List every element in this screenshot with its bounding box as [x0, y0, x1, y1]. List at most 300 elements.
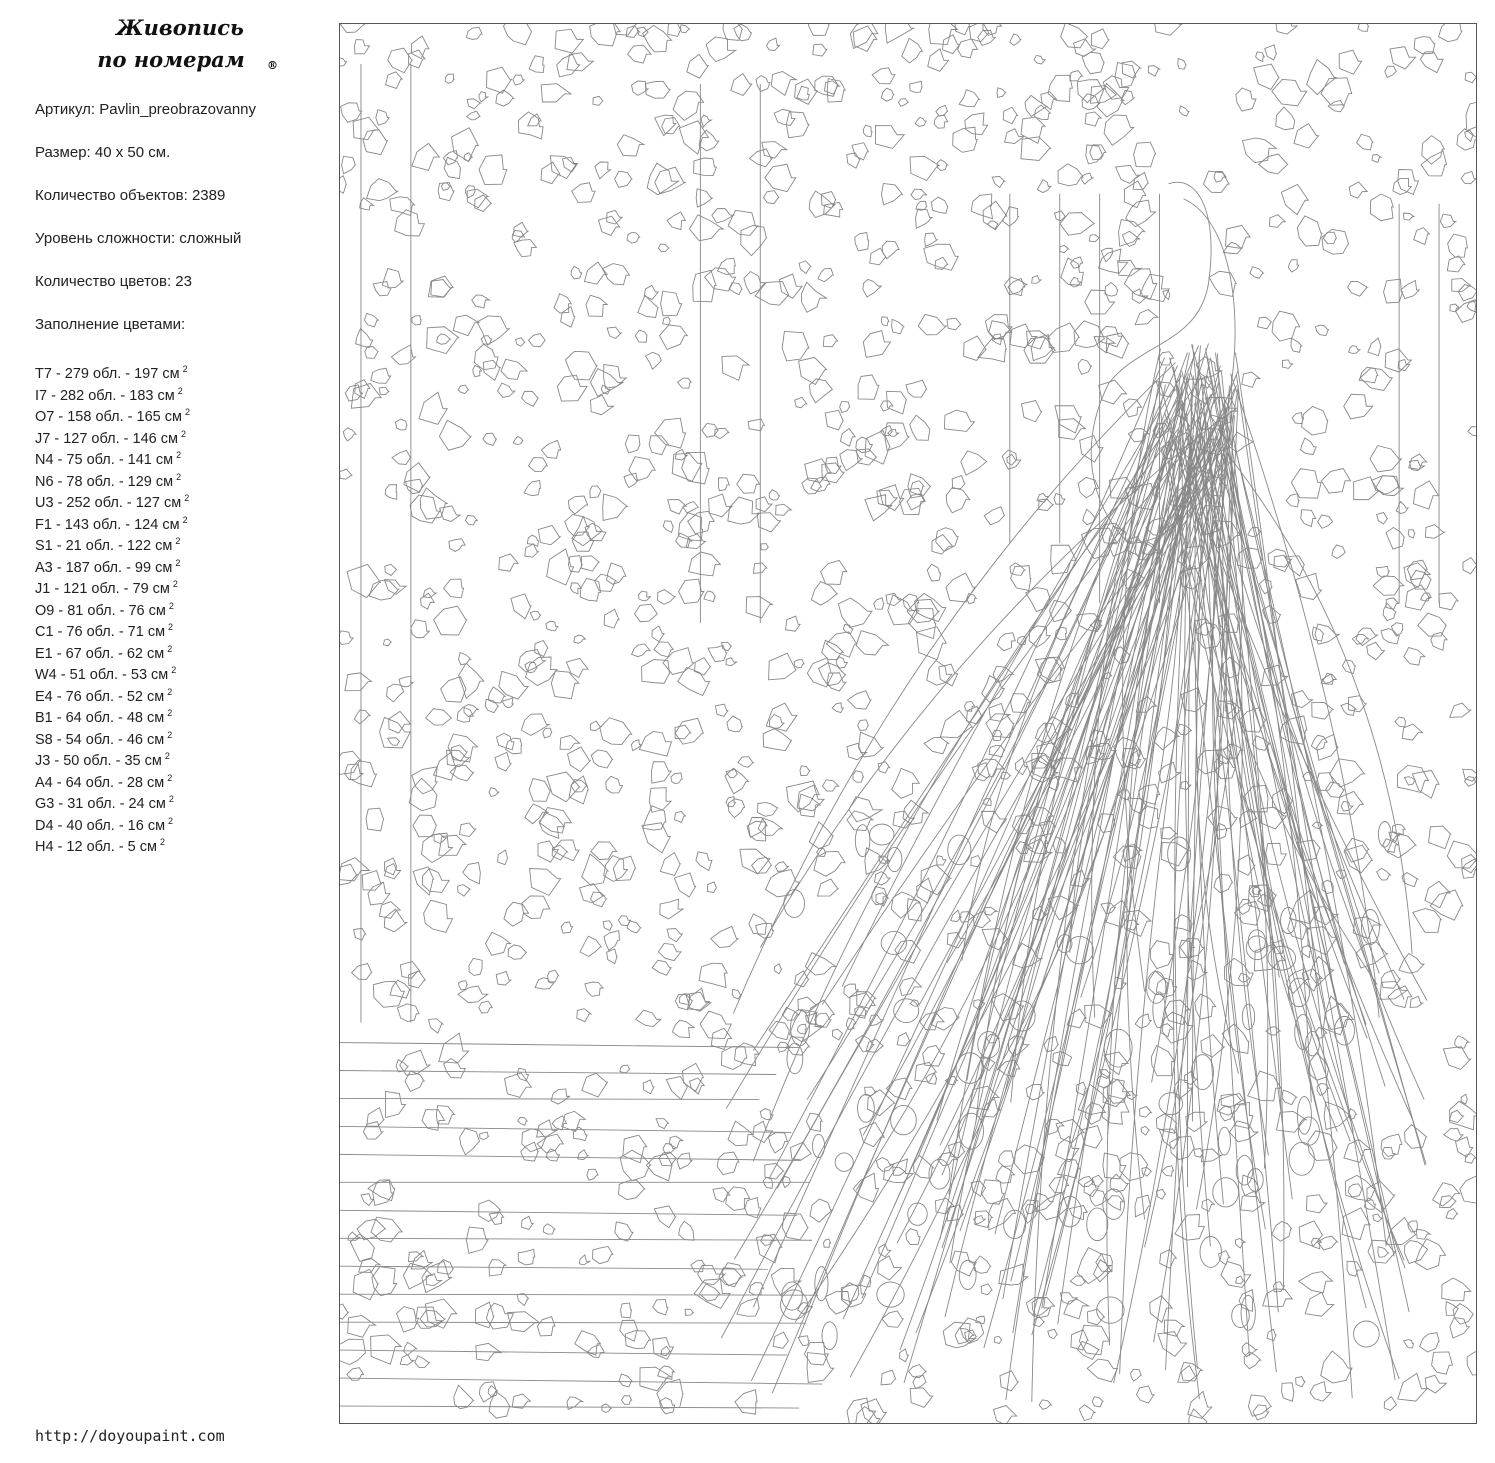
color-fill-text: N6 - 78 обл. - 129 см: [35, 473, 174, 490]
feather-eye: [813, 1134, 825, 1157]
leaf-outline: [467, 99, 480, 109]
color-fill-text: S8 - 54 обл. - 46 см: [35, 731, 165, 748]
leaf-outline: [1383, 603, 1395, 620]
leaf-outline: [1368, 338, 1381, 356]
leaf-outline: [1282, 1090, 1297, 1105]
leaf-outline: [749, 914, 767, 934]
leaf-outline: [1318, 515, 1333, 528]
leaf-outline: [1026, 1084, 1044, 1099]
leaf-outline: [1422, 136, 1444, 164]
leaf-outline: [916, 201, 927, 210]
leaf-outline: [1404, 777, 1415, 785]
leaf-outline: [658, 1366, 675, 1379]
leaf-outline: [376, 110, 389, 125]
leaf-outline: [371, 368, 391, 383]
leaf-outline: [521, 1216, 533, 1229]
leaf-outline: [585, 982, 603, 996]
leaf-outline: [798, 1336, 809, 1346]
leaf-outline: [573, 1127, 587, 1141]
color-fill-item: [35, 617, 190, 639]
leaf-outline: [879, 485, 903, 511]
leaf-outline: [577, 1009, 591, 1022]
leaf-outline: [580, 936, 601, 956]
leaf-outline: [572, 532, 593, 551]
leaf-outline: [364, 313, 378, 326]
leaf-outline: [469, 958, 482, 975]
leaf-outline: [1274, 1282, 1285, 1292]
feather-eye: [822, 1322, 837, 1350]
leaf-outline: [547, 772, 580, 802]
leaf-outline: [1011, 566, 1031, 591]
leaf-outline: [543, 728, 552, 738]
leaf-outline: [437, 334, 451, 344]
leaf-outline: [1323, 232, 1336, 243]
leaf-outline: [984, 907, 997, 915]
leaf-outline: [863, 125, 872, 137]
leaf-outline: [380, 717, 411, 747]
leaf-outline: [795, 79, 818, 104]
leaf-outline: [1348, 696, 1366, 712]
leaf-outline: [464, 153, 472, 162]
leaf-outline: [599, 216, 620, 235]
color-fill-unit-exponent: 2: [159, 837, 165, 847]
leaf-outline: [693, 270, 716, 301]
leaf-outline: [354, 710, 370, 724]
leaf-outline: [717, 258, 735, 274]
leaf-outline: [1390, 47, 1416, 69]
leaf-outline: [551, 1089, 569, 1104]
difficulty-label: Уровень сложности: сложный: [35, 230, 242, 247]
leaf-outline: [1317, 1236, 1337, 1250]
leaf-outline: [769, 1021, 789, 1039]
leaf-outline: [786, 112, 809, 138]
leaf-outline: [1311, 1238, 1321, 1248]
leaf-outline: [496, 971, 511, 985]
leaf-outline: [1410, 996, 1422, 1007]
leaf-outline: [404, 1342, 417, 1355]
leaf-outline: [1439, 24, 1462, 42]
leaf-outline: [1403, 213, 1414, 220]
leaf-outline: [825, 1291, 851, 1314]
leaf-outline: [557, 375, 587, 401]
leaf-outline: [668, 24, 681, 36]
leaf-outline: [1370, 194, 1393, 221]
leaf-outline: [705, 268, 736, 291]
leaf-outline: [811, 582, 837, 606]
leaf-outline: [467, 111, 480, 120]
leaf-outline: [591, 750, 612, 768]
leaf-outline: [527, 535, 538, 546]
leaf-outline: [472, 295, 490, 308]
leaf-outline: [524, 481, 540, 496]
leaf-outline: [1425, 525, 1444, 539]
leaf-outline: [356, 328, 373, 347]
leaf-outline: [348, 1315, 376, 1337]
color-fill-item: [35, 402, 190, 424]
leaf-outline: [924, 244, 959, 270]
leaf-outline: [870, 248, 886, 265]
color-fill-item: [35, 445, 190, 467]
leaf-outline: [1305, 1292, 1334, 1316]
leaf-outline: [649, 436, 669, 455]
leaf-outline: [837, 657, 848, 668]
leaf-outline: [555, 29, 583, 53]
leaf-outline: [1214, 171, 1226, 181]
leaf-outline: [1418, 613, 1446, 636]
leaf-outline: [1175, 1214, 1204, 1240]
leaf-outline: [367, 179, 398, 201]
color-fill-text: A4 - 64 обл. - 28 см: [35, 774, 165, 791]
leaf-outline: [1446, 1209, 1457, 1219]
website-link[interactable]: http://doyoupaint.com: [35, 1427, 225, 1445]
leaf-outline: [992, 176, 1005, 187]
product-info: [35, 99, 256, 357]
leaf-outline: [439, 1033, 469, 1063]
color-fill-item: [35, 574, 190, 596]
leaf-outline: [1450, 703, 1471, 717]
leaf-outline: [790, 1142, 811, 1160]
color-fill-unit-exponent: 2: [172, 579, 178, 589]
leaf-outline: [1382, 1147, 1395, 1159]
leaf-outline: [607, 327, 621, 338]
leaf-outline: [1349, 182, 1367, 198]
leaf-outline: [1064, 1299, 1089, 1319]
leaf-outline: [910, 156, 939, 180]
leaf-outline: [1302, 406, 1328, 435]
leaf-outline: [352, 964, 372, 980]
leaf-outline: [762, 142, 787, 159]
leaf-outline: [444, 1059, 466, 1078]
leaf-outline: [513, 222, 528, 236]
leaf-outline: [554, 294, 571, 313]
leaf-outline: [1272, 311, 1300, 341]
leaf-outline: [1296, 1377, 1305, 1387]
leaf-outline: [388, 738, 400, 745]
leaf-outline: [779, 274, 802, 298]
leaf-outline: [517, 1068, 528, 1081]
feather-eye: [1218, 1127, 1230, 1155]
color-fill-unit-exponent: 2: [167, 708, 173, 718]
leaf-outline: [434, 833, 446, 843]
leaf-outline: [825, 457, 841, 473]
leaf-outline: [1116, 165, 1139, 183]
leaf-outline: [1034, 55, 1045, 63]
leaf-outline: [807, 1353, 834, 1383]
leaf-outline: [1291, 338, 1302, 352]
leaf-outline: [420, 1310, 445, 1327]
leaf-outline: [1037, 657, 1064, 683]
leaf-outline: [936, 105, 948, 116]
leaf-outline: [1135, 309, 1158, 324]
leaf-outline: [1276, 107, 1295, 130]
leaf-outline: [1282, 1383, 1294, 1401]
leaf-outline: [847, 153, 860, 168]
leaf-outline: [858, 720, 869, 731]
leaf-outline: [496, 90, 514, 106]
leaf-outline: [568, 496, 587, 514]
leaf-outline: [1447, 256, 1465, 272]
leaf-outline: [574, 635, 585, 643]
leaf-outline: [715, 704, 727, 716]
leaf-outline: [910, 481, 924, 495]
leaf-outline: [366, 808, 384, 831]
leaf-outline: [516, 338, 525, 346]
leaf-outline: [567, 747, 590, 772]
leaf-outline: [474, 344, 498, 369]
leaf-outline: [513, 75, 524, 85]
leaf-outline: [1450, 304, 1459, 312]
leaf-outline: [530, 868, 561, 895]
leaf-outline: [1465, 1154, 1476, 1163]
leaf-outline: [1412, 770, 1439, 798]
leaf-outline: [389, 711, 411, 733]
leaf-outline: [734, 24, 752, 41]
leaf-outline: [683, 502, 698, 513]
leaf-outline: [1376, 566, 1389, 577]
leaf-outline: [582, 854, 608, 885]
leaf-outline: [343, 428, 356, 441]
leaf-outline: [1467, 1348, 1476, 1376]
leaf-outline: [1209, 271, 1236, 296]
feather-eye: [858, 1094, 875, 1122]
leaf-outline: [673, 91, 703, 120]
leaf-outline: [429, 1019, 443, 1033]
leaf-outline: [638, 295, 658, 317]
color-fill-unit-exponent: 2: [167, 772, 173, 783]
leaf-outline: [1082, 173, 1093, 184]
leaf-outline: [822, 780, 838, 791]
leaf-outline: [797, 86, 810, 100]
leaf-outline: [345, 673, 372, 691]
leaf-outline: [863, 279, 881, 297]
leaf-outline: [578, 1150, 589, 1160]
leaf-outline: [438, 182, 454, 200]
leaf-outline: [1310, 1382, 1331, 1402]
leaf-outline: [663, 521, 673, 533]
leaf-outline: [737, 474, 760, 493]
leaf-outline: [396, 1060, 408, 1072]
leaf-outline: [893, 1167, 905, 1175]
leaf-outline: [511, 594, 531, 619]
color-fill-unit-exponent: 2: [168, 794, 174, 804]
leaf-outline: [1321, 1351, 1352, 1383]
leaf-outline: [1439, 593, 1458, 610]
leaf-outline: [584, 262, 607, 284]
leaf-outline: [660, 853, 680, 876]
leaf-outline: [661, 1346, 671, 1355]
leaf-outline: [529, 779, 550, 802]
leaf-outline: [1306, 1195, 1327, 1213]
leaf-outline: [655, 115, 676, 135]
leaf-outline: [385, 564, 397, 575]
leaf-outline: [479, 155, 507, 185]
leaf-outline: [1463, 769, 1476, 781]
leaf-outline: [1425, 881, 1450, 907]
leaf-outline: [775, 862, 788, 872]
leaf-outline: [426, 1274, 441, 1286]
leaf-outline: [663, 1143, 675, 1154]
leaf-outline: [882, 241, 899, 258]
leaf-outline: [1272, 1221, 1292, 1241]
leaf-outline: [541, 84, 571, 102]
leaf-outline: [983, 201, 1007, 229]
leaf-outline: [517, 1293, 528, 1305]
leaf-outline: [415, 1356, 430, 1368]
leaf-outline: [989, 1198, 1016, 1230]
leaf-outline: [424, 900, 453, 932]
leaf-outline: [747, 821, 766, 841]
outline-group: [340, 24, 1476, 1423]
leaf-outline: [732, 989, 741, 998]
leaf-outline: [656, 1119, 668, 1129]
leaf-outline: [512, 1394, 530, 1408]
leaf-outline: [571, 266, 581, 279]
leaf-outline: [729, 283, 742, 295]
leaf-outline: [1092, 1397, 1103, 1407]
leaf-outline: [582, 1073, 608, 1097]
leaf-outline: [485, 932, 510, 955]
leaf-outline: [1150, 941, 1173, 969]
leaf-outline: [1154, 24, 1182, 35]
leaf-outline: [606, 776, 623, 793]
column-outline: [1010, 194, 1060, 544]
leaf-outline: [522, 391, 539, 406]
leaf-outline: [1036, 1192, 1067, 1219]
leaf-outline: [1448, 234, 1468, 257]
leaf-outline: [1461, 1094, 1467, 1104]
leaf-outline: [717, 1152, 739, 1175]
leaf-outline: [1344, 394, 1373, 419]
leaf-outline: [1401, 281, 1420, 299]
leaf-outline: [1242, 372, 1260, 387]
leaf-outline: [964, 336, 986, 360]
leaf-outline: [1070, 1276, 1086, 1285]
leaf-outline: [1151, 1046, 1174, 1076]
color-fill-text: N4 - 75 обл. - 141 см: [35, 452, 174, 468]
leaf-outline: [604, 609, 619, 628]
leaf-outline: [499, 554, 518, 571]
leaf-outline: [902, 38, 923, 63]
leaf-outline: [978, 30, 996, 45]
color-fill-item: [35, 682, 190, 704]
leaf-outline: [444, 157, 460, 178]
leaf-outline: [1328, 100, 1344, 111]
leaf-outline: [853, 1173, 878, 1202]
feather-eye: [1097, 1297, 1124, 1323]
leaf-outline: [1221, 1261, 1251, 1287]
feather-eye: [1236, 1155, 1253, 1185]
leaf-outline: [801, 282, 826, 312]
step-line: [340, 1406, 799, 1408]
color-fill-unit-exponent: 2: [184, 493, 190, 503]
color-fill-item: [35, 359, 190, 381]
color-fill-unit-exponent: 2: [175, 536, 181, 546]
leaf-outline: [340, 24, 364, 32]
color-fill-unit-exponent: 2: [168, 815, 174, 826]
leaf-outline: [567, 1397, 583, 1409]
leaf-outline: [341, 103, 362, 122]
leaf-outline: [1398, 359, 1409, 370]
leaf-outline: [1332, 545, 1345, 558]
feather-eye: [1242, 1004, 1254, 1029]
leaf-outline: [1458, 285, 1476, 301]
leaf-outline: [1079, 1405, 1095, 1421]
color-fill-unit-exponent: 2: [167, 729, 173, 740]
leaf-outline: [1136, 1386, 1153, 1403]
brand-title-line2: по номерам: [97, 47, 245, 72]
leaf-outline: [1455, 1036, 1469, 1048]
leaf-outline: [560, 735, 580, 749]
leaf-outline: [706, 37, 736, 62]
color-fill-unit-exponent: 2: [182, 514, 188, 525]
leaf-outline: [652, 960, 671, 975]
leaf-outline: [628, 45, 652, 63]
color-fill-unit-exponent: 2: [176, 471, 182, 482]
leaf-outline: [635, 604, 658, 622]
leaf-outline: [797, 1024, 806, 1034]
leaf-outline: [518, 1117, 527, 1125]
leaf-outline: [1179, 106, 1188, 116]
leaf-outline: [357, 1219, 385, 1240]
leaf-outline: [1142, 1167, 1151, 1176]
leaf-outline: [379, 902, 400, 919]
step-line: [340, 1238, 812, 1240]
leaf-outline: [795, 397, 807, 407]
leaf-outline: [1265, 45, 1277, 60]
leaf-outline: [1299, 1221, 1322, 1247]
leaf-outline: [452, 128, 479, 162]
leaf-outline: [590, 395, 613, 414]
leaf-outline: [463, 863, 481, 884]
color-fill-item: [35, 832, 190, 854]
leaf-outline: [503, 24, 531, 45]
leaf-outline: [928, 49, 949, 72]
leaf-outline: [392, 450, 411, 464]
objects-count-label: Количество объектов: 2389: [35, 187, 226, 204]
color-fill-text: E4 - 76 обл. - 52 см: [35, 688, 165, 705]
leaf-outline: [1429, 826, 1451, 849]
leaf-outline: [726, 1187, 750, 1211]
leaf-outline: [1099, 249, 1128, 273]
colors-count-label: Количество цветов: 23: [35, 273, 192, 290]
color-fill-list: [35, 359, 190, 854]
leaf-outline: [1236, 1276, 1244, 1284]
leaf-outline: [859, 732, 884, 757]
leaf-outline: [1099, 380, 1127, 404]
leaf-outline: [1312, 627, 1323, 641]
leaf-outline: [1085, 112, 1101, 126]
leaf-outline: [1060, 1293, 1077, 1305]
leaf-outline: [1286, 494, 1299, 507]
leaf-outline: [561, 922, 572, 933]
leaf-outline: [840, 450, 862, 471]
leaf-outline: [501, 359, 527, 379]
leaf-outline: [1414, 37, 1435, 54]
leaf-outline: [1381, 1134, 1402, 1156]
leaf-outline: [475, 1302, 494, 1327]
leaf-outline: [382, 269, 403, 288]
leaf-outline: [619, 1180, 645, 1199]
leaf-outline: [674, 873, 695, 897]
leaf-outline: [783, 1176, 791, 1187]
leaf-outline: [1002, 207, 1018, 227]
leaf-outline: [658, 943, 681, 960]
feather-eye: [1248, 930, 1265, 952]
leaf-outline: [776, 504, 792, 515]
tail-feather-line: [1195, 356, 1224, 1205]
leaf-outline: [458, 885, 470, 897]
leaf-outline: [586, 295, 607, 316]
